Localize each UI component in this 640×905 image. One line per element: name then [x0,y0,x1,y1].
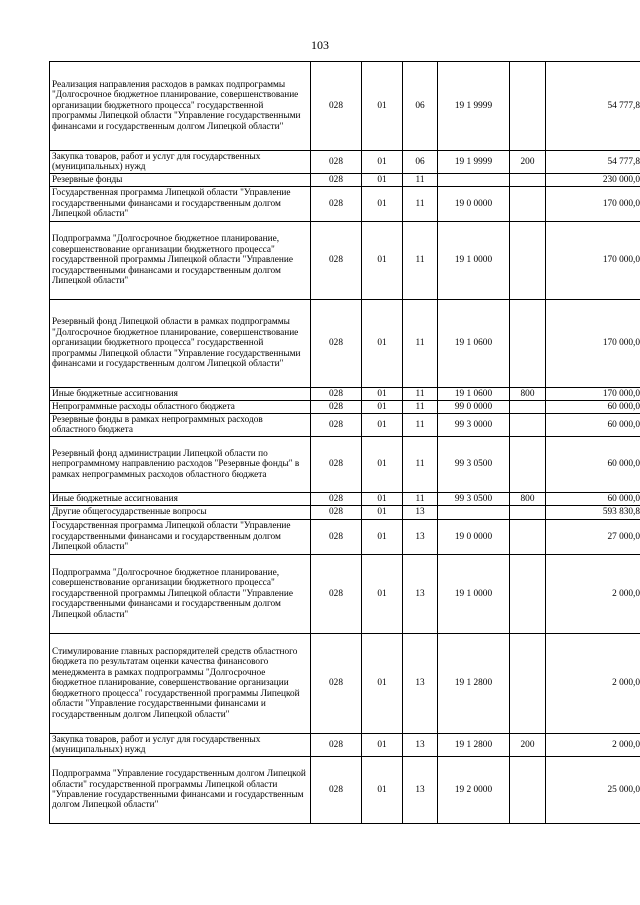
row-name-cell: Закупка товаров, работ и услуг для государственных (муниципальных) нужд [50,734,311,757]
table-row [50,734,640,757]
row-name-cell: Иные бюджетные ассигнования [50,388,311,401]
amount-cell: 170 000,0 [546,300,640,388]
amount-cell: 60 000,0 [546,437,640,493]
row-name-cell: Непрограммные расходы областного бюджета [50,401,311,414]
ministry-code-cell: 028 [311,401,362,414]
target-article-cell: 99 0 0000 [438,401,510,414]
expense-type-cell [510,187,546,222]
expense-type-cell: 200 [510,734,546,757]
amount-cell: 170 000,0 [546,388,640,401]
ministry-code-cell: 028 [311,555,362,634]
table-row [50,222,640,300]
section-cell: 01 [362,437,403,493]
row-name-cell: Подпрограмма "Долгосрочное бюджетное планирование, совершенствование организации бюджетного процесса" государственной программы Липецкой области "Управление государственными финансами и государственным долгом Липецкой области" [50,555,311,634]
amount-cell: 27 000,0 [546,520,640,555]
amount-cell: 170 000,0 [546,222,640,300]
subsection-cell: 13 [403,555,438,634]
subsection-cell: 11 [403,414,438,437]
expense-type-cell [510,634,546,734]
ministry-code-cell: 028 [311,520,362,555]
ministry-code-cell: 028 [311,506,362,520]
expense-type-cell [510,506,546,520]
subsection-cell: 06 [403,151,438,174]
target-article-cell: 99 3 0500 [438,437,510,493]
subsection-cell: 11 [403,222,438,300]
subsection-cell: 11 [403,401,438,414]
target-article-cell: 19 1 9999 [438,151,510,174]
ministry-code-cell: 028 [311,493,362,506]
ministry-code-cell: 028 [311,187,362,222]
amount-cell: 593 830,8 [546,506,640,520]
section-cell: 01 [362,300,403,388]
expense-type-cell [510,757,546,824]
table-row [50,414,640,437]
row-name-cell: Подпрограмма "Долгосрочное бюджетное планирование, совершенствование организации бюджетного процесса" государственной программы Липецкой области "Управление государственными финансами и государственным долгом Липецкой области" [50,222,311,300]
table-row [50,437,640,493]
table-body [50,62,640,824]
expense-type-cell: 800 [510,388,546,401]
target-article-cell: 19 0 0000 [438,520,510,555]
row-name-cell: Реализация направления расходов в рамках подпрограммы "Долгосрочное бюджетное планирование, совершенствование организации бюджетного процесса" государственной программы Липецкой области "Управление государственными финансами и государственным долгом Липецкой области" [50,62,311,151]
section-cell: 01 [362,401,403,414]
row-name-cell: Государственная программа Липецкой области "Управление государственными финансами и государственным долгом Липецкой области" [50,520,311,555]
table-row [50,634,640,734]
subsection-cell: 11 [403,493,438,506]
expense-type-cell [510,174,546,187]
target-article-cell [438,506,510,520]
section-cell: 01 [362,174,403,187]
table-row [50,493,640,506]
target-article-cell: 19 1 2800 [438,734,510,757]
row-name-cell: Закупка товаров, работ и услуг для государственных (муниципальных) нужд [50,151,311,174]
subsection-cell: 13 [403,734,438,757]
expense-type-cell [510,520,546,555]
subsection-cell: 11 [403,174,438,187]
section-cell: 01 [362,222,403,300]
ministry-code-cell: 028 [311,222,362,300]
target-article-cell: 19 2 0000 [438,757,510,824]
expense-type-cell [510,414,546,437]
table-row [50,401,640,414]
expense-type-cell: 200 [510,151,546,174]
row-name-cell: Государственная программа Липецкой области "Управление государственными финансами и государственным долгом Липецкой области" [50,187,311,222]
section-cell: 01 [362,388,403,401]
amount-cell: 60 000,0 [546,493,640,506]
target-article-cell: 19 0 0000 [438,187,510,222]
expense-type-cell [510,222,546,300]
section-cell: 01 [362,414,403,437]
subsection-cell: 13 [403,520,438,555]
row-name-cell: Резервный фонд администрации Липецкой области по непрограммному направлению расходов "Резервные фонды" в рамках непрограммных расходов областного бюджета [50,437,311,493]
section-cell: 01 [362,555,403,634]
amount-cell: 25 000,0 [546,757,640,824]
expense-type-cell [510,401,546,414]
section-cell: 01 [362,151,403,174]
expense-type-cell [510,62,546,151]
page-number: 103 [311,38,329,52]
amount-cell: 170 000,0 [546,187,640,222]
table-row [50,506,640,520]
section-cell: 01 [362,734,403,757]
table-row [50,300,640,388]
subsection-cell: 13 [403,634,438,734]
ministry-code-cell: 028 [311,388,362,401]
target-article-cell: 19 1 0000 [438,222,510,300]
subsection-cell: 11 [403,388,438,401]
table-row [50,174,640,187]
amount-cell: 2 000,0 [546,555,640,634]
section-cell: 01 [362,62,403,151]
target-article-cell: 19 1 0600 [438,300,510,388]
row-name-cell: Подпрограмма "Управление государственным долгом Липецкой области" государственной программы Липецкой области "Управление государственными финансами и государственным долгом Липецкой области" [50,757,311,824]
table-row [50,555,640,634]
section-cell: 01 [362,520,403,555]
table-row [50,520,640,555]
ministry-code-cell: 028 [311,734,362,757]
target-article-cell [438,174,510,187]
section-cell: 01 [362,634,403,734]
ministry-code-cell: 028 [311,174,362,187]
target-article-cell: 99 3 0000 [438,414,510,437]
table-row [50,151,640,174]
ministry-code-cell: 028 [311,62,362,151]
row-name-cell: Резервные фонды [50,174,311,187]
row-name-cell: Резервный фонд Липецкой области в рамках подпрограммы "Долгосрочное бюджетное планирование, совершенствование организации бюджетного процесса" государственной программы Липецкой области "Управление государственными финансами и государственным долгом Липецкой области" [50,300,311,388]
subsection-cell: 06 [403,62,438,151]
row-name-cell: Резервные фонды в рамках непрограммных расходов областного бюджета [50,414,311,437]
table-row [50,757,640,824]
amount-cell: 60 000,0 [546,414,640,437]
amount-cell: 2 000,0 [546,634,640,734]
ministry-code-cell: 028 [311,437,362,493]
ministry-code-cell: 028 [311,634,362,734]
expense-type-cell: 800 [510,493,546,506]
amount-cell: 54 777,8 [546,151,640,174]
table-row [50,388,640,401]
target-article-cell: 19 1 0000 [438,555,510,634]
table-row [50,62,640,151]
ministry-code-cell: 028 [311,757,362,824]
amount-cell: 230 000,0 [546,174,640,187]
ministry-code-cell: 028 [311,151,362,174]
subsection-cell: 11 [403,187,438,222]
ministry-code-cell: 028 [311,414,362,437]
ministry-code-cell: 028 [311,300,362,388]
row-name-cell: Другие общегосударственные вопросы [50,506,311,520]
amount-cell: 60 000,0 [546,401,640,414]
target-article-cell: 99 3 0500 [438,493,510,506]
target-article-cell: 19 1 0600 [438,388,510,401]
section-cell: 01 [362,506,403,520]
subsection-cell: 11 [403,300,438,388]
expense-type-cell [510,437,546,493]
table-row [50,187,640,222]
target-article-cell: 19 1 9999 [438,62,510,151]
expense-type-cell [510,555,546,634]
subsection-cell: 13 [403,506,438,520]
amount-cell: 54 777,8 [546,62,640,151]
target-article-cell: 19 1 2800 [438,634,510,734]
amount-cell: 2 000,0 [546,734,640,757]
row-name-cell: Стимулирование главных распорядителей средств областного бюджета по результатам оценки качества финансового менеджмента в рамках подпрограммы "Долгосрочное бюджетное планирование, совершенствование организации бюджетного процесса" государственной программы Липецкой области "Управление государственными финансами и государственным долгом Липецкой области" [50,634,311,734]
subsection-cell: 11 [403,437,438,493]
section-cell: 01 [362,187,403,222]
expense-type-cell [510,300,546,388]
row-name-cell: Иные бюджетные ассигнования [50,493,311,506]
budget-table [49,61,640,824]
section-cell: 01 [362,493,403,506]
subsection-cell: 13 [403,757,438,824]
section-cell: 01 [362,757,403,824]
